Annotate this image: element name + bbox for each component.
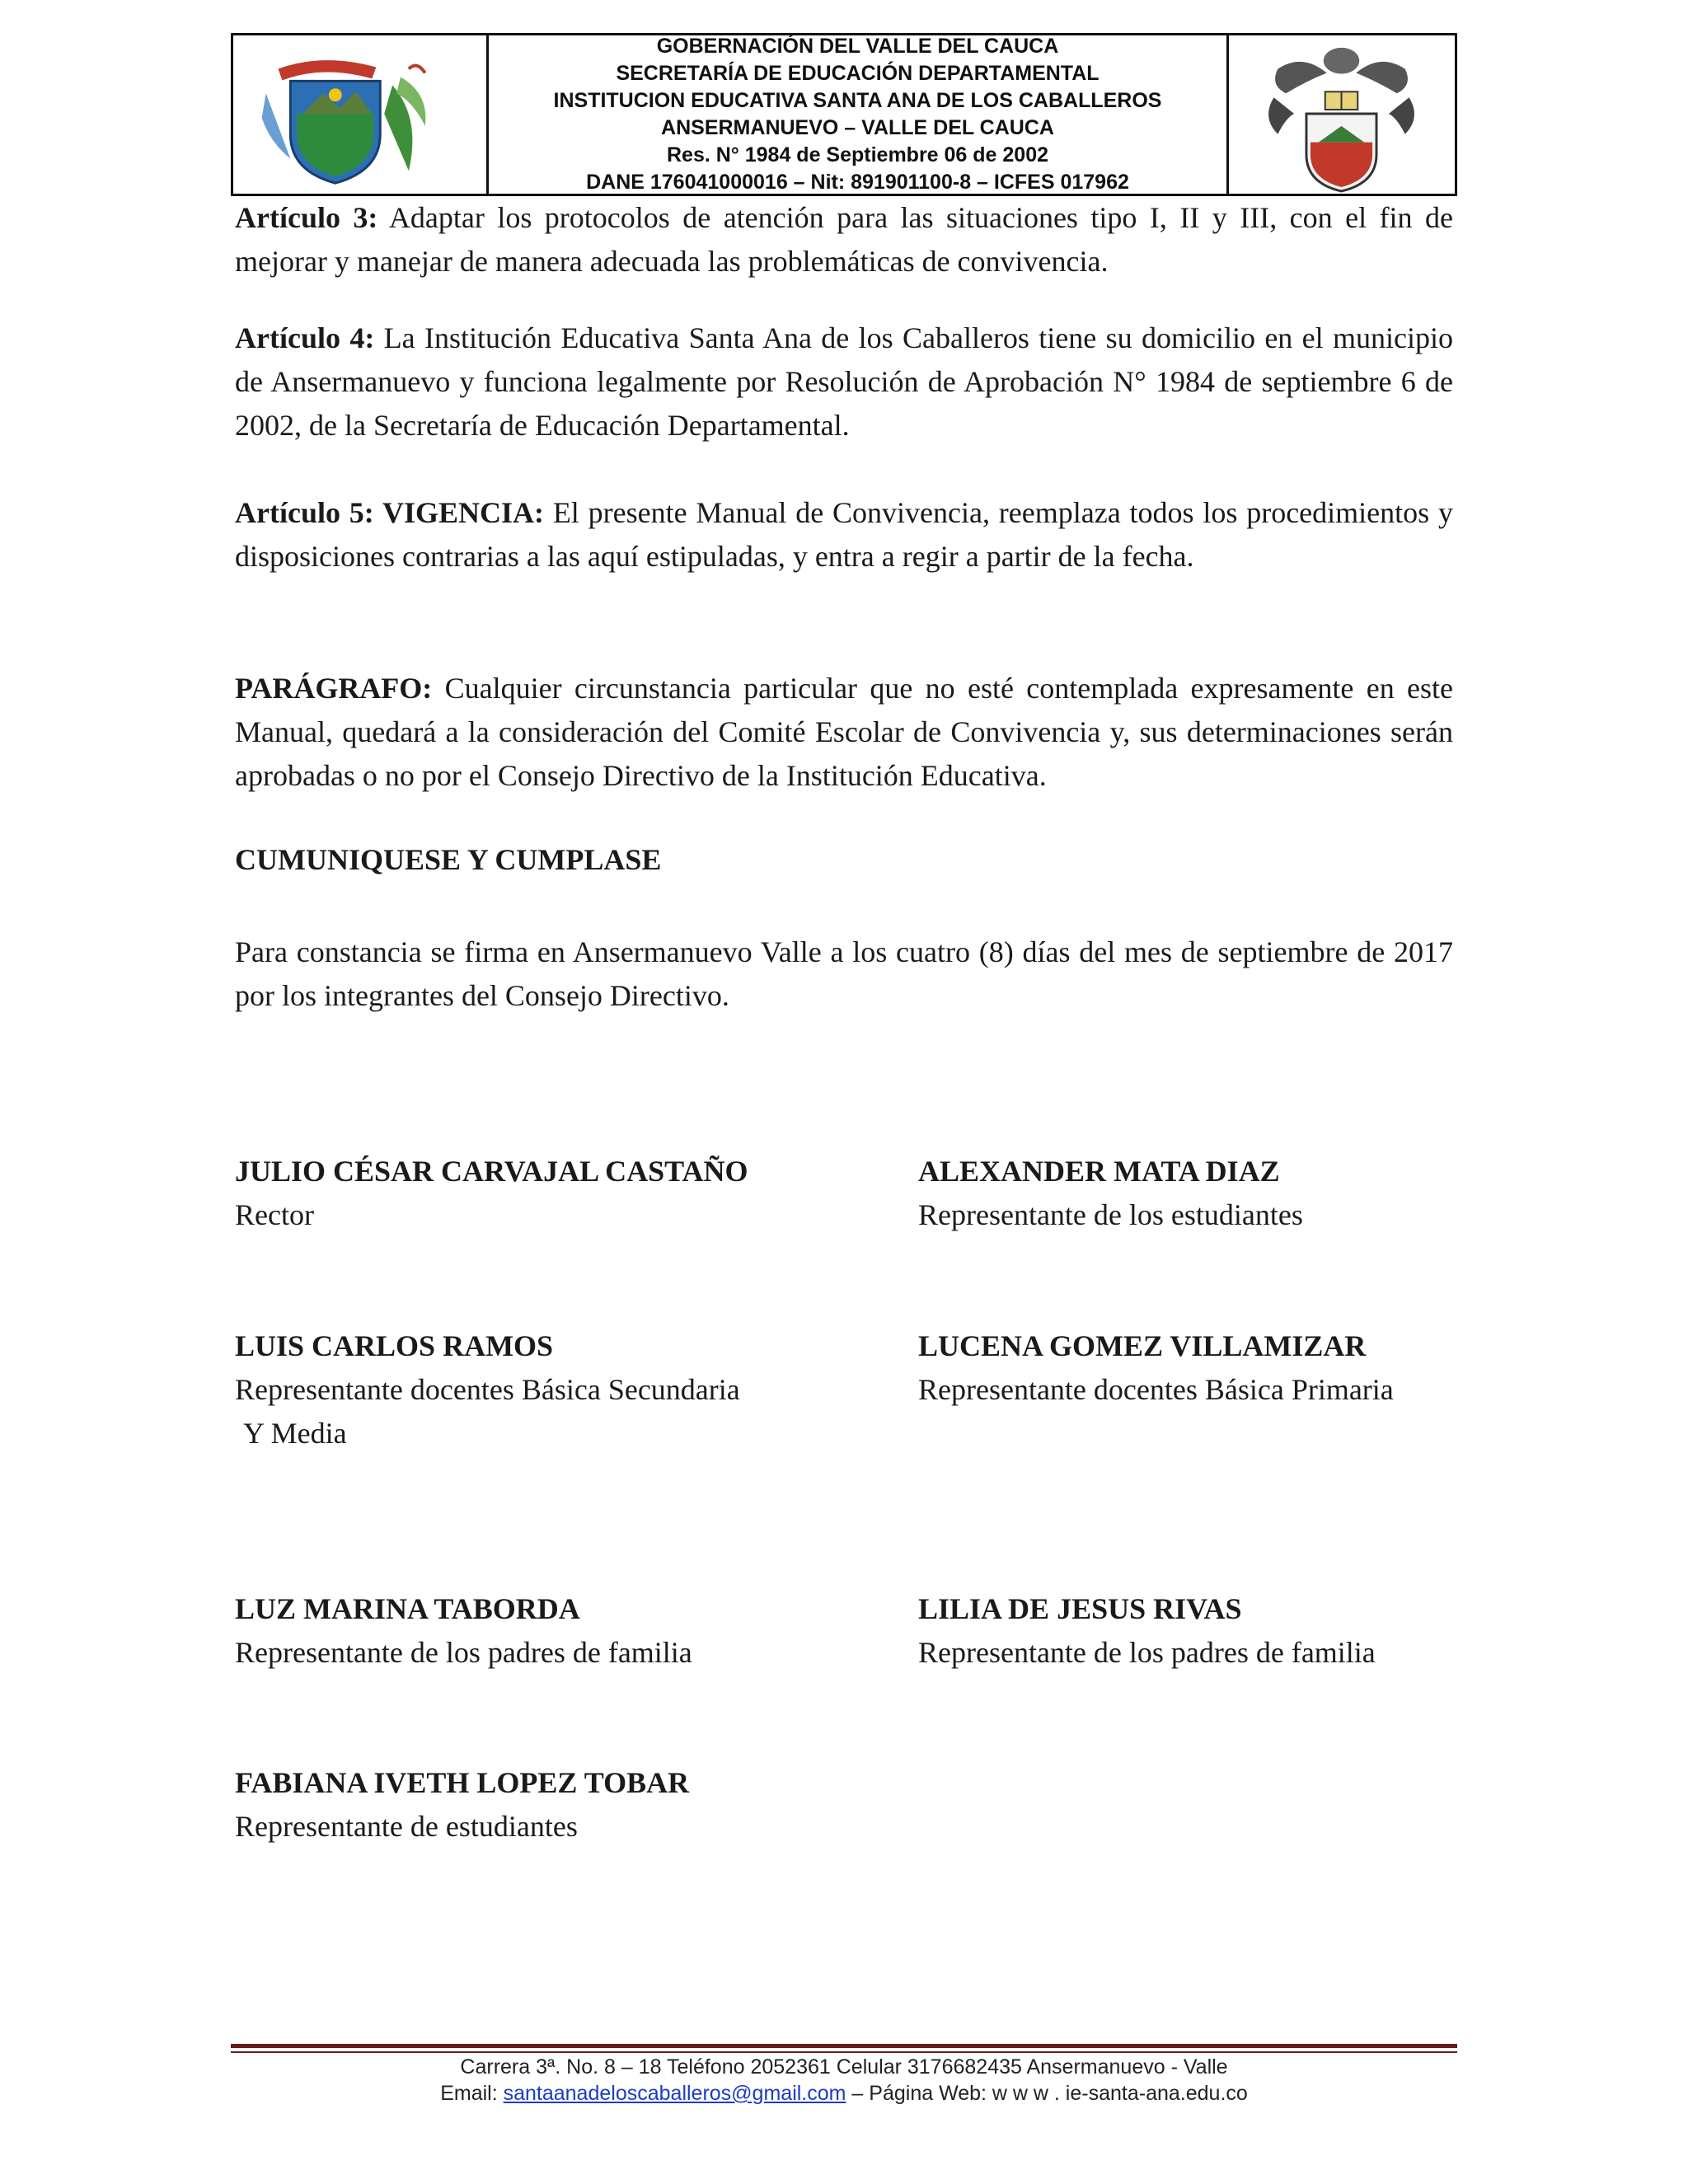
signatory-name: LUCENA GOMEZ VILLAMIZAR — [918, 1329, 1367, 1362]
footer — [231, 2054, 1457, 2107]
signature-block — [918, 1150, 1303, 1237]
institution-header-text — [489, 35, 1226, 194]
footer-divider — [231, 2044, 1457, 2048]
footer-address: Carrera 3ª. No. 8 – 18 Teléfono 2052361 Celular 3176682435 Ansermanuevo - Valle — [460, 2055, 1228, 2079]
header-line-2: SECRETARÍA DE EDUCACIÓN DEPARTAMENTAL — [616, 62, 1100, 85]
letterhead — [231, 33, 1457, 196]
article-5-label: Artículo 5: VIGENCIA: — [235, 496, 544, 529]
signatory-name: LILIA DE JESUS RIVAS — [918, 1592, 1242, 1625]
valle-shield-graphic — [233, 35, 486, 194]
signatory-role: Representante de los padres de familia — [235, 1636, 692, 1669]
header-line-3: INSTITUCION EDUCATIVA SANTA ANA DE LOS CABALLEROS — [553, 89, 1162, 112]
signatory-name: LUZ MARINA TABORDA — [235, 1592, 580, 1625]
signature-block — [235, 1761, 689, 1849]
school-crest-graphic — [1229, 35, 1455, 194]
signatory-name: JULIO CÉSAR CARVAJAL CASTAÑO — [235, 1155, 748, 1188]
signatory-role: Representante docentes Básica Primaria — [918, 1373, 1394, 1406]
footer-contact — [231, 2080, 1457, 2107]
header-line-1: GOBERNACIÓN DEL VALLE DEL CAUCA — [656, 35, 1059, 58]
valle-del-cauca-shield-icon — [233, 35, 489, 194]
article-5-text: El presente Manual de Convivencia, reemplaza todos los procedimientos y disposiciones contrarias a las aquí estipuladas, y entra a regir a partir de la fecha. — [235, 496, 1453, 573]
footer-divider-thin — [231, 2051, 1457, 2053]
email-link[interactable]: santaanadeloscaballeros@gmail.com — [503, 2082, 846, 2105]
signatory-role-continued: Y Media — [243, 1417, 347, 1450]
signature-block — [918, 1587, 1376, 1675]
signatory-role: Rector — [235, 1198, 314, 1231]
paragrafo — [235, 667, 1453, 798]
header-line-4: ANSERMANUEVO – VALLE DEL CAUCA — [661, 116, 1054, 139]
article-4-text: La Institución Educativa Santa Ana de los Caballeros tiene su domicilio en el municipio de Ansermanuevo y funciona legalmente por Resolución de Aprobación N° 1984 de septiembre 6 de 2002, de la Secretaría de Educación Departamental. — [235, 321, 1453, 442]
header-line-5: Res. N° 1984 de Septiembre 06 de 2002 — [666, 143, 1049, 166]
footer-web: – Página Web: w w w . ie-santa-ana.edu.co — [846, 2082, 1248, 2105]
signatory-name: LUIS CARLOS RAMOS — [235, 1329, 554, 1362]
article-4 — [235, 316, 1453, 448]
signatory-name: FABIANA IVETH LOPEZ TOBAR — [235, 1766, 690, 1799]
article-5 — [235, 491, 1453, 579]
signatory-role: Representante de los padres de familia — [918, 1636, 1376, 1669]
signature-block — [235, 1324, 740, 1455]
signature-block — [918, 1324, 1394, 1412]
footer-email-label: Email: — [440, 2082, 504, 2105]
closing-heading: CUMUNIQUESE Y CUMPLASE — [235, 843, 662, 876]
signature-block — [235, 1587, 692, 1675]
signatory-name: ALEXANDER MATA DIAZ — [918, 1155, 1280, 1188]
signatory-role: Representante de los estudiantes — [918, 1198, 1303, 1231]
header-line-6: DANE 176041000016 – Nit: 891901100-8 – ICFES 017962 — [586, 171, 1129, 194]
article-3 — [235, 196, 1453, 284]
article-3-label: Artículo 3: — [235, 201, 378, 234]
article-3-text: Adaptar los protocolos de atención para las situaciones tipo I, II y III, con el fin de mejorar y manejar de manera adecuada las problemáticas de convivencia. — [235, 201, 1453, 278]
paragrafo-text: Cualquier circunstancia particular que no esté contemplada expresamente en este Manual, quedará a la consideración del Comité Escolar de Convivencia y, sus determinaciones serán aprobadas o no por el Consejo Directivo de la Institución Educativa. — [235, 672, 1453, 792]
signatory-role: Representante docentes Básica Secundaria — [235, 1373, 740, 1406]
article-4-label: Artículo 4: — [235, 321, 375, 354]
signature-block — [235, 1150, 748, 1237]
signatory-role: Representante de estudiantes — [235, 1810, 578, 1843]
constancia-text: Para constancia se firma en Ansermanuevo Valle a los cuatro (8) días del mes de septiembre de 2017 por los integrantes del Consejo Directivo. — [235, 935, 1453, 1012]
school-crest-icon — [1226, 35, 1455, 194]
paragrafo-label: PARÁGRAFO: — [235, 672, 433, 705]
